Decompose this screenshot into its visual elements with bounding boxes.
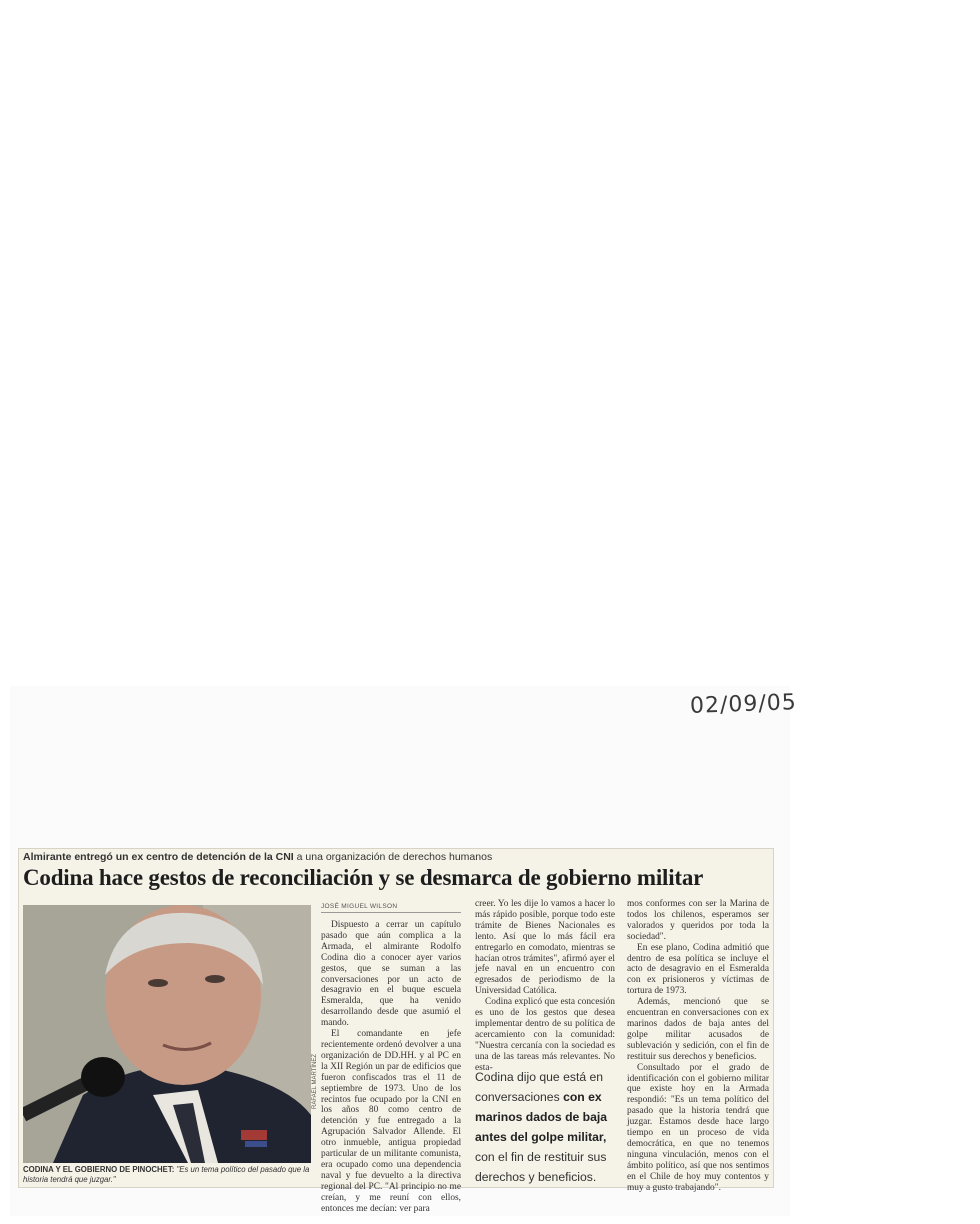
byline: JOSÉ MIGUEL WILSON — [321, 903, 461, 913]
headline: Codina hace gestos de reconciliación y se desmarca de gobierno militar — [23, 865, 704, 890]
pull-quote — [475, 1067, 617, 1187]
pullquote-bold: con ex marinos dados de baja antes del golpe militar, — [475, 1090, 608, 1144]
pullquote-part-c: con el fin de restituir sus derechos y beneficios. — [475, 1150, 607, 1184]
column-2 — [475, 899, 615, 1074]
photo-credit: RAFAEL MARTÍNEZ — [312, 1053, 318, 1109]
newspaper-clipping — [18, 848, 774, 1214]
column-3 — [627, 899, 769, 1193]
photo-codina — [23, 905, 311, 1163]
paragraph: En ese plano, Codina admitió que dentro de esa política se incluye el acto de desagravio en el Esmeralda con ex prisioneros y víctimas de tortura de 1973. — [627, 942, 769, 997]
handwritten-date: 02/09/05 — [689, 690, 798, 719]
paragraph: El comandante en jefe recientemente ordenó devolver a una organización de DD.HH. y al PC en la XII Región un par de edificios que fueron confiscados tras el 11 de septiembre de 1973. Uno de los recintos fue ocupado por la CNI en los años 80 como centro de detención y fue entregado a la Agrupación Salvador Allende. El otro inmueble, antigua propiedad particular de un militante comunista, era ocupado como una dependencia naval y fue devuelto a la directiva regional del PC. "Al principio no me creían, y me reuní con ellos, entonces me decían: ver para — [321, 1029, 461, 1214]
paragraph: creer. Yo les dije lo vamos a hacer lo más rápido posible, porque todo este trámite de Bienes Nacionales es lento. Así que lo más fácil era entregarlo en comodato, mientras se hacían otros trámites", afirmó ayer el jefe naval en un encuentro con egresados de periodismo de la Universidad Católica. — [475, 899, 615, 997]
column-1 — [321, 920, 461, 1214]
kicker-bold: Almirante entregó un ex centro de detención de la CNI — [23, 851, 294, 863]
caption-quote: "Es un tema político del pasado que la historia tendrá que juzgar." — [23, 1165, 310, 1184]
pullquote-part-a: Codina dijo que está en conversaciones — [475, 1070, 604, 1104]
paragraph: Consultado por el grado de identificación con el gobierno militar que existe hoy en la Armada respondió: "Es un tema político del pasado que la historia tendrá que juzgar. Estamos desde hace largo tiempo en un proceso de vida democrática, en que no tenemos ninguna vinculación, menos con el ámbito político, así que nos sentimos en el Chile de hoy muy contentos y muy a gusto trabajando". — [627, 1062, 769, 1193]
kicker-rest: a una organización de derechos humanos — [293, 851, 493, 863]
paragraph: Dispuesto a cerrar un capítulo pasado que aún complica a la Armada, el almirante Rodolfo Codina dio a conocer ayer varios gestos, que se suman a las conversaciones por un acto de desagravio en el buque escuela Esmeralda, que ha venido desarrollando desde que asumió el mando. — [321, 920, 461, 1029]
paragraph: mos conformes con ser la Marina de todos los chilenos, esperamos ser valorados y queridos por toda la sociedad". — [627, 899, 769, 942]
paragraph: Además, mencionó que se encuentran en conversaciones con ex marinos dados de baja antes del golpe militar acusados de sublevación y sedición, con el fin de restituir sus derechos y beneficios. — [627, 997, 769, 1062]
caption-lead: CODINA Y EL GOBIERNO DE PINOCHET: — [23, 1165, 175, 1174]
paragraph: Codina explicó que esta concesión es uno de los gestos que desea implementar dentro de su política de acercamiento con la comunidad: "Nuestra cercanía con la sociedad es una de las tareas más relevantes. No esta- — [475, 997, 615, 1073]
photo-caption — [23, 1165, 313, 1185]
kicker — [23, 851, 492, 863]
